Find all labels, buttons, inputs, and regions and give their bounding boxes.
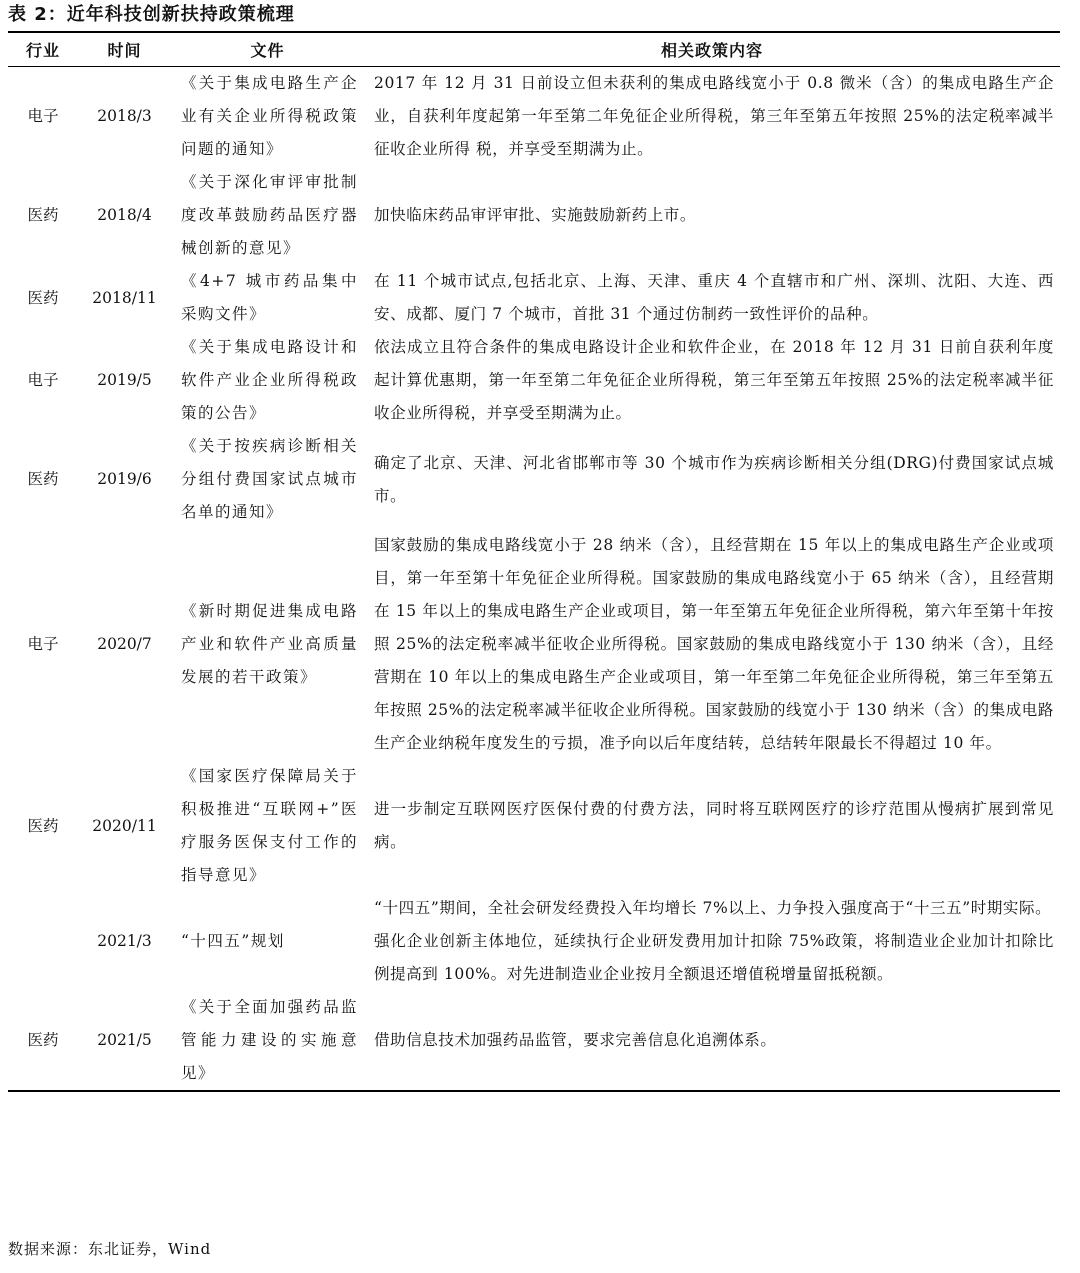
industry-cell: 医药 [27,470,59,488]
document-cell: 《4+7 城市药品集中采购文件》 [181,272,358,323]
document-cell: 《关于全面加强药品监管能力建设的实施意见》 [171,991,364,1091]
document-cell: 《关于集成电路设计和软件产业企业所得税政策的公告》 [181,338,358,422]
date-cell: 2019/6 [97,470,152,488]
content-cell [364,430,1060,529]
document-cell: “十四五”规划 [181,932,285,950]
content-paragraph: 在 11 个城市试点,包括北京、上海、天津、重庆 4 个直辖市和广州、深圳、沈阳、大连、西安、成都、厦门 7 个城市，首批 31 个通过仿制药一致性评价的品种。 [374,272,1054,323]
content-cell [364,67,1060,167]
content-cell [364,265,1060,331]
content-cell [364,760,1060,892]
table-row [8,331,1060,430]
content-paragraph: 确定了北京、天津、河北省邯郸市等 30 个城市作为疾病诊断相关分组(DRG)付费国家试点城市。 [374,453,1054,505]
header-document: 文件 [171,32,364,67]
table-row [8,892,1060,991]
document-cell: 《新时期促进集成电路产业和软件产业高质量发展的若干政策》 [181,602,358,686]
policy-table [8,31,1060,1092]
table-row [8,760,1060,892]
header-date: 时间 [78,32,171,67]
industry-cell: 电子 [27,635,59,653]
content-cell [364,991,1060,1091]
document-cell: 《关于集成电路生产企业有关企业所得税政策问题的通知》 [181,74,358,158]
content-paragraph: 国家鼓励的集成电路线宽小于 28 纳米（含），且经营期在 15 年以上的集成电路生产企业或项目，第一年至第十年免征企业所得税。国家鼓励的集成电路线宽小于 65 纳米（含），且经营期在 15 年以上的集成电路生产企业或项目，第一年至第五年免征企业所得税，第六年至第十年按照 25%的法定税率减半征收企业所得税。国家鼓励的集成电路线宽小于 130 纳米（含），且经营期在 10 年以上的集成电路生产企业或项目，第一年至第二年免征企业所得税，第三年至第五年按照 25%的法定税率减半征收企业所得税。国家鼓励的线宽小于 130 纳米（含）的集成电路生产企业纳税年度发生的亏损，准予向以后年度结转，总结转年限最长不得超过 10 年。 [374,536,1054,752]
table-row [8,991,1060,1091]
industry-cell: 医药 [27,816,59,835]
industry-cell [8,892,78,991]
content-paragraph: 借助信息技术加强药品监管，要求完善信息化追溯体系。 [374,1031,777,1049]
date-cell: 2018/3 [97,107,152,125]
content-paragraph: “十四五”期间，全社会研发经费投入年均增长 7%以上、力争投入强度高于“十三五”时期实际。 [374,899,1052,917]
table-header-row [8,32,1060,67]
header-policy-content: 相关政策内容 [364,32,1060,67]
table-row [8,67,1060,167]
date-cell: 2021/5 [78,991,171,1091]
document-cell: 《关于深化审评审批制度改革鼓励药品医疗器械创新的意见》 [181,173,358,257]
content-paragraph: 依法成立且符合条件的集成电路设计企业和软件企业，在 2018 年 12 月 31 日前自获利年度起计算优惠期，第一年至第二年免征企业所得税，第三年至第五年按照 25%的法定税率减半征收企业所得税，并享受至期满为止。 [374,338,1054,422]
table-row [8,430,1060,529]
industry-cell: 电子 [27,107,59,125]
content-cell [364,529,1060,760]
document-cell: 《关于按疾病诊断相关分组付费国家试点城市名单的通知》 [181,437,358,521]
table-row [8,166,1060,265]
data-source-note: 数据来源：东北证券，Wind [8,1240,212,1258]
table-title: 表 2：近年科技创新扶持政策梳理 [8,4,295,25]
content-paragraph: 2017 年 12 月 31 日前设立但未获利的集成电路线宽小于 0.8 微米（含）的集成电路生产企业，自获利年度起第一年至第二年免征企业所得税，第三年至第五年按照 25%的法定税率减半征收企业所得 税，并享受至期满为止。 [374,74,1054,158]
content-cell [364,892,1060,991]
table-row [8,265,1060,331]
date-cell: 2020/7 [97,635,152,653]
content-paragraph: 加快临床药品审评审批、实施鼓励新药上市。 [374,206,697,224]
content-cell [364,331,1060,430]
date-cell: 2018/11 [92,288,157,307]
header-industry: 行业 [8,32,78,67]
document-cell: 《国家医疗保障局关于积极推进“互联网+”医疗服务医保支付工作的指导意见》 [181,767,358,884]
industry-cell: 医药 [27,206,59,224]
industry-cell: 医药 [8,991,78,1091]
table-row [8,529,1060,760]
content-paragraph: 强化企业创新主体地位，延续执行企业研发费用加计扣除 75%政策，将制造业企业加计扣除比例提高到 100%。对先进制造业企业按月全额退还增值税增量留抵税额。 [374,932,1054,983]
date-cell: 2018/4 [97,206,152,224]
date-cell: 2021/3 [97,932,152,950]
industry-cell: 医药 [27,288,59,307]
date-cell: 2020/11 [92,816,157,835]
content-cell [364,166,1060,265]
date-cell: 2019/5 [97,371,152,389]
content-paragraph: 进一步制定互联网医疗医保付费的付费方法，同时将互联网医疗的诊疗范围从慢病扩展到常见病。 [374,800,1054,851]
industry-cell: 电子 [27,371,59,389]
